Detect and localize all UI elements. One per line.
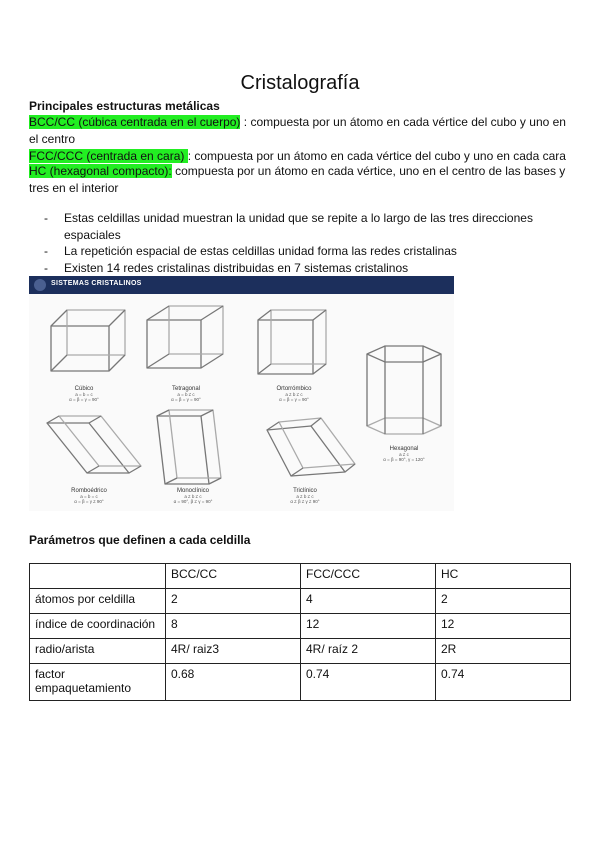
table-cell: 2 (166, 589, 301, 614)
table-header-cell (30, 564, 166, 589)
table-header-row (30, 564, 571, 589)
triclinic-cell-drawing (267, 418, 355, 476)
hc-paragraph (29, 163, 574, 197)
table-cell: átomos por celdilla (30, 589, 166, 614)
caption-tetragonal (146, 386, 226, 402)
parameters-table (29, 563, 571, 701)
bcc-label: BCC/CC (cúbica centrada en el cuerpo) (29, 115, 241, 129)
table-cell: 12 (436, 614, 571, 639)
bcc-paragraph (29, 114, 574, 148)
table-cell: 4 (301, 589, 436, 614)
system-name: Ortorrómbico (276, 386, 312, 392)
system-params: a ≠ b ≠ c (296, 494, 314, 499)
crystal-systems-figure (29, 276, 454, 511)
list-item: - Estas celdillas unidad muestran la unidad que se repite a lo largo de las tres direcciones espaciales (44, 210, 564, 243)
table-cell: 0.74 (301, 664, 436, 701)
caption-hexagonal (364, 446, 444, 462)
system-angles: α = β = γ = 90° (279, 397, 309, 402)
cubic-cell-drawing (51, 310, 125, 371)
orthorhombic-cell-drawing (258, 310, 326, 374)
list-item: - La repetición espacial de estas celdillas unidad forma las redes cristalinas (44, 243, 564, 260)
caption-rhombohedral (49, 488, 129, 504)
tetragonal-cell-drawing (147, 306, 223, 368)
system-name: Romboédrico (71, 488, 107, 494)
system-name: Tetragonal (171, 386, 201, 392)
system-params: a = b = c (80, 494, 98, 499)
page-title: Cristalografía (240, 72, 360, 94)
hexagonal-cell-drawing (367, 346, 441, 434)
table-row (30, 639, 571, 664)
monoclinic-cell-drawing (157, 410, 221, 484)
hc-text: compuesta por un átomo en cada vértice, uno en el centro de las bases y tres en el interior (29, 164, 566, 195)
rhombohedral-cell-drawing (47, 416, 141, 473)
table-row (30, 589, 571, 614)
system-name: Monoclínico (176, 488, 209, 494)
bullet-list (44, 210, 564, 276)
caption-cubic (44, 386, 124, 402)
table-cell: 12 (301, 614, 436, 639)
system-angles: α = β = γ = 90° (69, 397, 99, 402)
table-header-cell: HC (436, 564, 571, 589)
system-angles: α = β = γ = 90° (171, 397, 201, 402)
section-heading-structures: Principales estructuras metálicas (29, 99, 220, 113)
table-row (30, 614, 571, 639)
system-name: Hexagonal (389, 446, 419, 452)
figure-banner-title: SISTEMAS CRISTALINOS (51, 280, 142, 287)
caption-monoclinic (153, 488, 233, 504)
table-cell: 2 (436, 589, 571, 614)
system-name: Triclínico (293, 488, 317, 494)
table-cell: 2R (436, 639, 571, 664)
system-params: a = b ≠ c (177, 392, 195, 397)
table-row (30, 664, 571, 701)
system-name: Cúbico (74, 386, 94, 392)
system-params: a ≠ b ≠ c (285, 392, 303, 397)
hc-label: HC (hexagonal compacto): (29, 164, 172, 178)
fcc-text: : compuesta por un átomo en cada vértice del cubo y uno en cada cara (187, 149, 566, 163)
system-angles: α = 90°, β ≠ γ = 90° (173, 499, 213, 504)
caption-orthorhombic (254, 386, 334, 402)
system-params: a = b = c (75, 392, 93, 397)
fcc-label: FCC/CCC (centrada en cara) (29, 149, 188, 163)
table-header-cell: FCC/CCC (301, 564, 436, 589)
system-angles: α ≠ β ≠ γ ≠ 90° (290, 499, 320, 504)
table-header-cell: BCC/CC (166, 564, 301, 589)
table-cell: índice de coordinación (30, 614, 166, 639)
bcc-text: : compuesta por un átomo en cada vértice del cubo y uno en el centro (29, 115, 566, 146)
system-angles: α = β = γ ≠ 90° (74, 499, 104, 504)
section-heading-parameters: Parámetros que definen a cada celdilla (29, 533, 251, 547)
table-cell: 0.68 (166, 664, 301, 701)
table-cell: 0.74 (436, 664, 571, 701)
caption-triclinic (265, 488, 345, 504)
table-cell: 4R/ raiz3 (166, 639, 301, 664)
system-params: a ≠ b ≠ c (184, 494, 202, 499)
table-cell: factor empaquetamiento (30, 664, 166, 701)
table-cell: radio/arista (30, 639, 166, 664)
system-params: a ≠ c (399, 452, 409, 457)
system-angles: α = β = 90°, γ = 120° (383, 457, 425, 462)
list-item: - Existen 14 redes cristalinas distribuidas en 7 sistemas cristalinos (44, 260, 564, 277)
table-cell: 4R/ raíz 2 (301, 639, 436, 664)
table-cell: 8 (166, 614, 301, 639)
